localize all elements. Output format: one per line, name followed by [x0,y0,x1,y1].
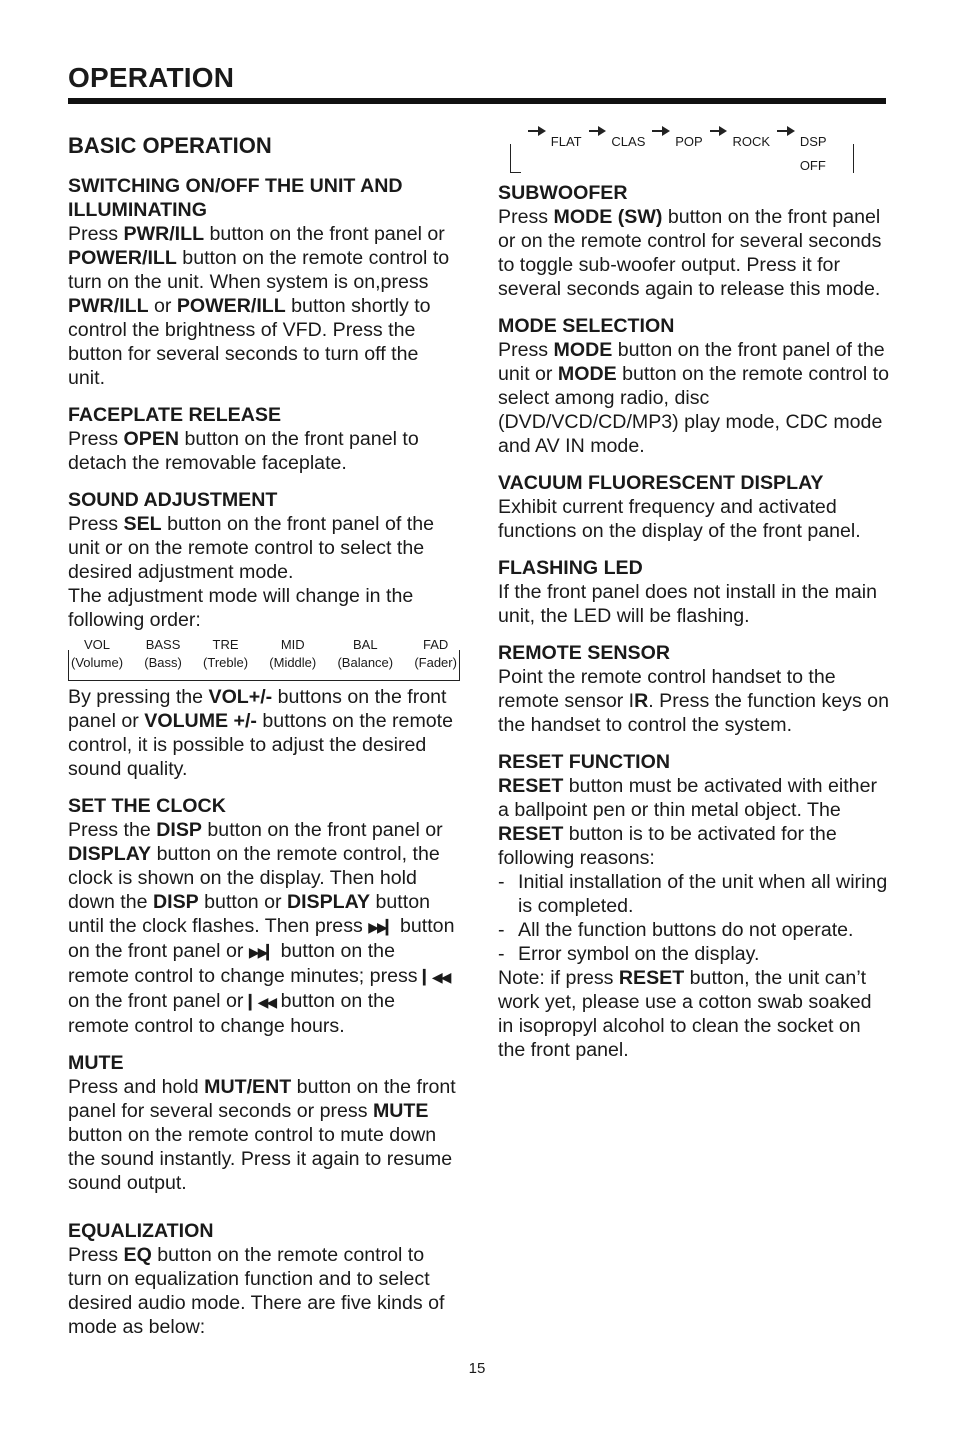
prev-track-icon: ▎◀◀ [248,994,276,1010]
arrow-right-icon [710,130,726,132]
reset-reasons-list [498,870,890,966]
next-track-icon: ▶▶▎ [368,919,395,935]
switching-title: SWITCHING ON/OFF THE UNIT AND ILLUMINATING [68,175,403,221]
vfd-section [498,471,890,543]
subwoofer-title: SUBWOOFER [498,182,628,204]
sequence-step-code: BAL [353,637,378,652]
eq-section [68,1219,460,1339]
sequence-step [412,636,459,672]
led-text: If the front panel does not install in the main unit, the LED will be flashing. [498,581,878,627]
title-rule [68,98,886,104]
adjustment-sequence-diagram [68,637,460,681]
sequence-step-code: VOL [84,637,111,652]
section-heading: BASIC OPERATION [68,133,272,158]
prev-track-icon: ▎◀◀ [423,969,450,985]
sequence-step-code: BASS [145,637,181,652]
led-section [498,556,890,628]
mode-text: Press MODE button on the front panel of the unit or MODE button on the remote control to select among radio, disc (DVD/VCD/CD/MP3) play mode, CDC mode and AV IN mode. [498,339,889,457]
reset-note: Note: if press RESET button, the unit can’t work yet, please use a cotton swab soaked in isopropyl alcohol to clean the socket on the front panel. [498,967,872,1061]
sound-text: Press SEL button on the front panel of the unit or on the remote control to select the desired adjustment mode. [68,513,434,583]
eq-mode-label: FLAT [550,134,582,149]
sequence-step-label: (Treble) [203,655,249,670]
switching-section [68,174,460,390]
clock-section [68,794,460,1038]
reset-section [498,750,890,1062]
faceplate-title: FACEPLATE RELEASE [68,404,282,426]
vfd-text: Exhibit current frequency and activated functions on the display of the front panel. [498,496,861,542]
sequence-step-label: (Volume) [71,655,124,670]
subwoofer-text: Press MODE (SW) button on the front panel or on the remote control for several seconds to toggle sub-woofer output. Press it for several seconds again to release this mode. [498,206,882,300]
mute-text: Press and hold MUT/ENT button on the front panel for several seconds or press MUTE button on the remote control to mute down the sound instantly. Press it again to resume sound output. [68,1076,456,1194]
sequence-step [267,636,318,672]
switching-text: Press PWR/ILL button on the front panel or POWER/ILL button on the remote control to turn on the unit. When system is on,press PWR/ILL or POWER/ILL button shortly to control the brightness of VFD. Press the button for several seconds to turn off the unit. [68,223,450,389]
faceplate-section [68,403,460,475]
left-column [68,132,460,1352]
arrow-right-icon [777,130,793,132]
sequence-step [142,636,184,672]
next-track-icon: ▶▶▎ [248,944,276,960]
right-column [498,128,890,1075]
sound-order-text: The adjustment mode will change in the following order: [68,585,414,631]
sequence-step-label: (Balance) [337,655,394,670]
faceplate-text: Press OPEN button on the front panel to detach the removable faceplate. [68,428,419,474]
mode-title: MODE SELECTION [498,315,675,337]
eq-mode-label: POP [675,134,703,149]
list-item: - All the function buttons do not operate. [498,918,890,942]
sound-title: SOUND ADJUSTMENT [68,489,278,511]
sequence-step [201,636,250,672]
page-number: 15 [468,1360,486,1377]
sound-section [68,488,460,781]
mode-section [498,314,890,458]
list-item: - Error symbol on the display. [498,942,890,966]
sound-volume-text: By pressing the VOL+/- buttons on the front panel or VOLUME +/- buttons on the remote control, it is possible to adjust the desired sound quality. [68,686,454,780]
eq-mode-label: CLAS [611,134,646,149]
sequence-step-label: (Bass) [144,655,182,670]
eq-mode-label: ROCK [732,134,771,149]
clock-title: SET THE CLOCK [68,795,226,817]
eq-text: Press EQ button on the remote control to turn on equalization function and to select desired audio mode. There are five kinds of mode as below: [68,1244,445,1338]
arrow-right-icon [652,130,668,132]
sequence-step [69,636,125,672]
led-title: FLASHING LED [498,557,643,579]
remote-sensor-section [498,641,890,737]
reset-title: RESET FUNCTION [498,751,670,773]
clock-text: Press the DISP button on the front panel or DISPLAY button on the remote control, the clock is shown on the display. Then hold down the DISP button or DISPLAY button until the clock flashes. Then press ▶▶▎ button on the front panel or ▶▶▎ button on the remote control to change minutes; press ▎◀◀ on the front panel or ▎◀◀ button on the remote control to change hours. [68,819,455,1037]
sequence-step-code: MID [280,637,305,652]
subwoofer-section [498,181,890,301]
mute-title: MUTE [68,1052,124,1074]
sequence-step [335,636,395,672]
vfd-title: VACUUM FLUORESCENT DISPLAY [498,472,824,494]
eq-mode-sequence-diagram [510,134,854,173]
sequence-step-label: (Middle) [269,655,317,670]
eq-title: EQUALIZATION [68,1220,214,1242]
list-item: - Initial installation of the unit when all wiring is completed. [498,870,890,918]
sequence-step-label: (Fader) [414,655,457,670]
mute-section [68,1051,460,1195]
sequence-step-code: TRE [212,637,239,652]
page-title: OPERATION [68,62,235,93]
arrow-right-icon [528,130,544,132]
sequence-step-code: FAD [422,637,449,652]
arrow-right-icon [589,130,605,132]
reset-text: RESET button must be activated with either a ballpoint pen or thin metal object. The RESET button is to be activated for the following reasons: [498,775,878,869]
remote-sensor-text: Point the remote control handset to the remote sensor IR. Press the function keys on the handset to control the system. [498,666,889,736]
eq-mode-label: DSP OFF [799,134,827,173]
remote-sensor-title: REMOTE SENSOR [498,642,671,664]
